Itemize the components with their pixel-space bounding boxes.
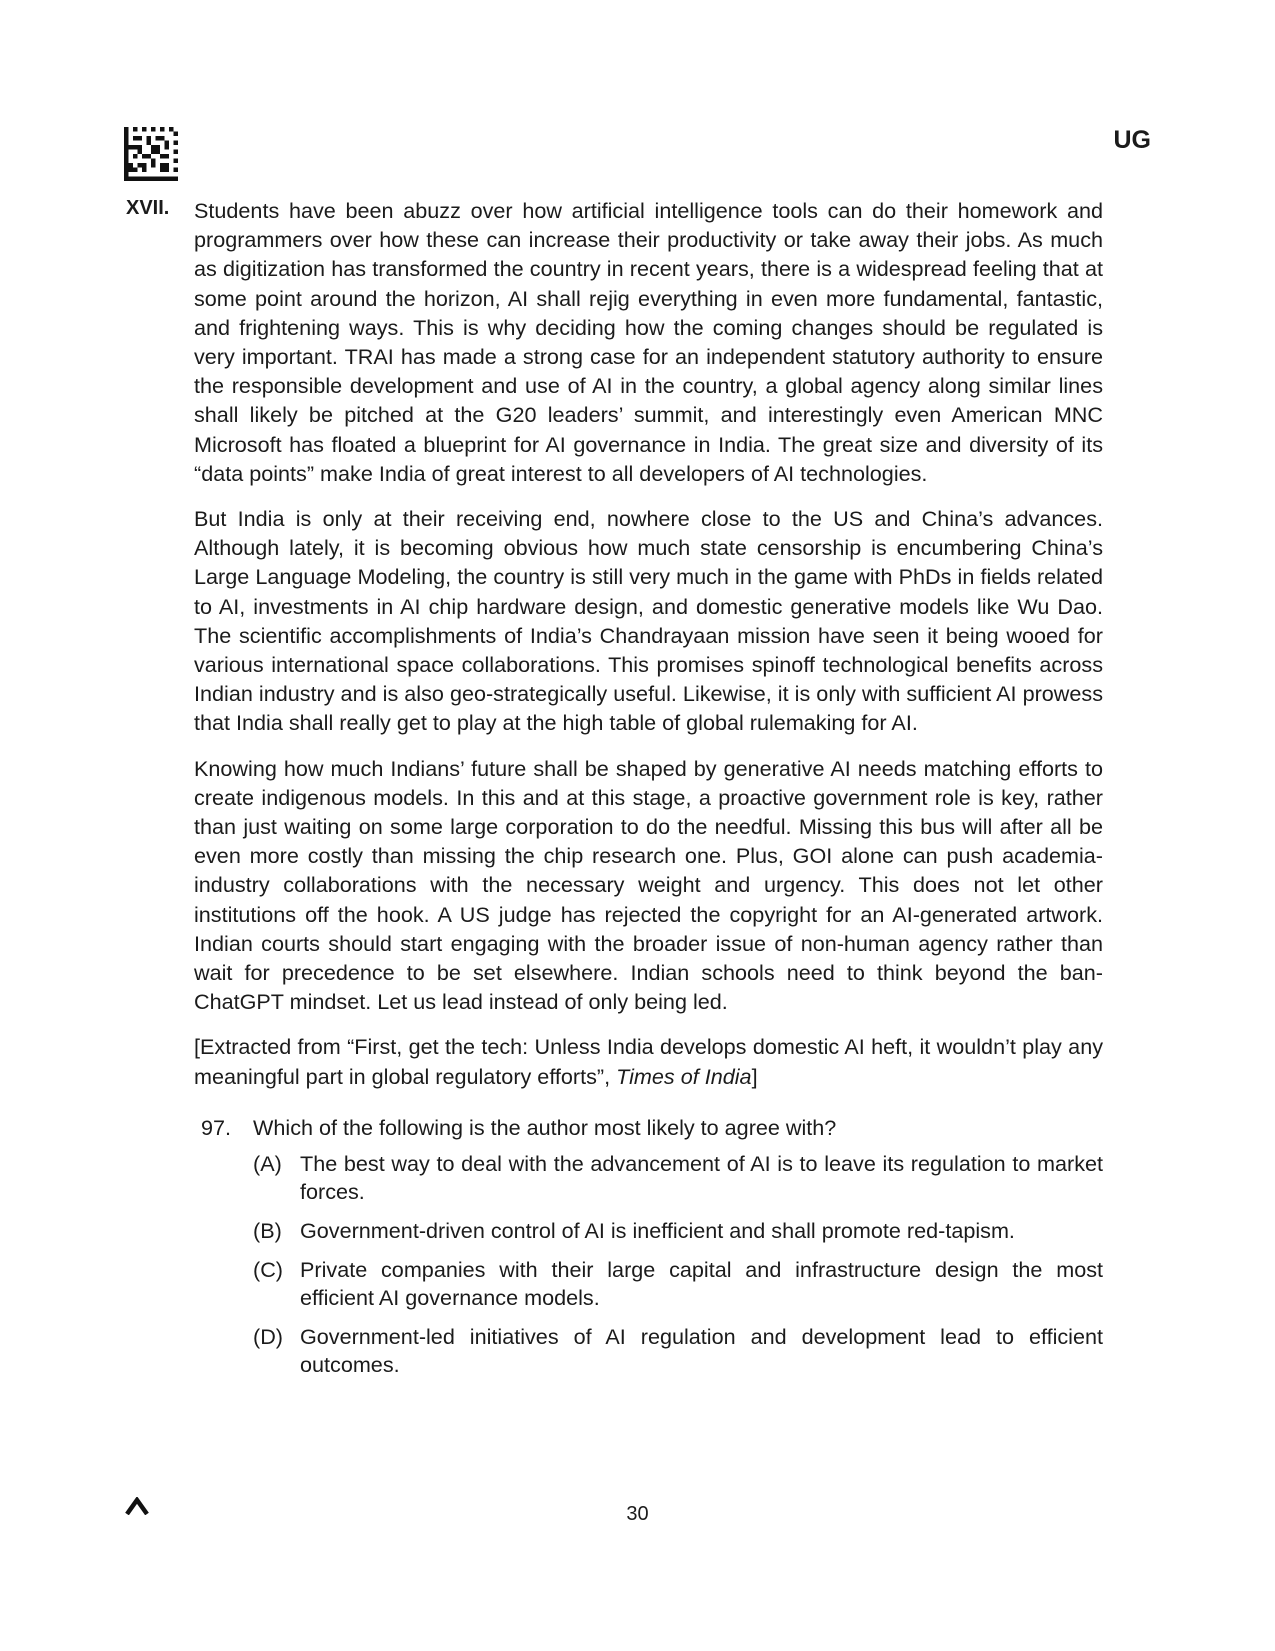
passage-paragraph: Knowing how much Indians’ future shall be shaped by generative AI needs matching efforts to create indigenous models. In this and at this stage, a proactive government role is key, rather than just waiting on some large corporation to do the needful. Missing this bus will after all be even more costly than missing the chip research one. Plus, GOI alone can push academia-industry collaborations with the necessary weight and urgency. This does not let other institutions off the hook. A US judge has rejected the copyright for an AI-generated artwork. Indian courts should start engaging with the broader issue of non-human agency rather than wait for precedence to be set elsewhere. Indian schools need to think beyond the ban-ChatGPT mindset. Let us lead instead of only being led. [194, 755, 1103, 1015]
option-text: Private companies with their large capital and infrastructure design the most efficient AI governance models. [300, 1257, 1103, 1311]
option-label: (B) [253, 1218, 282, 1244]
passage-paragraph: Students have been abuzz over how artificial intelligence tools can do their homework and programmers over how these can increase their productivity or take away their jobs. As much as digitization has transformed the country in recent years, there is a widespread feeling that at some point around the horizon, AI shall rejig everything in even more fundamental, fantastic, and frightening ways. This is why deciding how the coming changes should be regulated is very important. TRAI has made a strong case for an independent statutory authority to ensure the responsible development and use of AI in the country, a global agency along similar lines shall likely be pitched at the G20 leaders’ summit, and interestingly even American MNC Microsoft has floated a blueprint for AI governance in India. The great size and diversity of its “data points” make India of great interest to all developers of AI technologies. [194, 198, 1103, 486]
source-publication: Times of India [616, 1063, 752, 1089]
question-97 [201, 1113, 1103, 1379]
source-close-bracket: ] [751, 1063, 758, 1089]
passage-paragraph: But India is only at their receiving end, nowhere close to the US and China’s advances. Although lately, it is becoming obvious how much state censorship is encumbering China’s Large Language Modeling, the country is still very much in the game with PhDs in fields related to AI, investments in AI chip hardware design, and domestic generative models like Wu Dao. The scientific accomplishments of India’s Chandrayaan mission have seen it being wooed for various international space collaborations. This promises spinoff technological benefits across Indian industry and is also geo-strategically useful. Likewise, it is only with sufficient AI prowess that India shall really get to play at the high table of global rulemaking for AI. [194, 506, 1103, 736]
passage [126, 196, 1103, 1390]
datamatrix-code-icon [124, 127, 178, 181]
option-text: Government-led initiatives of AI regulation and development lead to efficient outcomes. [300, 1324, 1103, 1378]
exam-code: UG [1113, 126, 1151, 154]
option-a [253, 1150, 1103, 1206]
option-label: (A) [253, 1151, 282, 1177]
option-text: Government-driven control of AI is inefficient and shall promote red-tapism. [300, 1218, 1015, 1244]
question-number: 97. [201, 1114, 232, 1140]
answer-options [253, 1150, 1103, 1379]
passage-number: XVII. [126, 197, 170, 219]
option-b [253, 1217, 1103, 1245]
option-d [253, 1323, 1103, 1379]
page-number: 30 [626, 1503, 649, 1525]
source-citation: [Extracted from “First, get the tech: Unless India develops domestic AI heft, it wouldn’t play any meaningful part in global regulatory efforts”, [194, 1034, 1103, 1089]
option-label: (C) [253, 1257, 283, 1283]
option-label: (D) [253, 1324, 283, 1350]
option-c [253, 1256, 1103, 1312]
option-text: The best way to deal with the advancement of AI is to leave its regulation to market forces. [300, 1151, 1103, 1205]
question-text: Which of the following is the author most likely to agree with? [253, 1114, 837, 1140]
passage-source [194, 1032, 1103, 1090]
